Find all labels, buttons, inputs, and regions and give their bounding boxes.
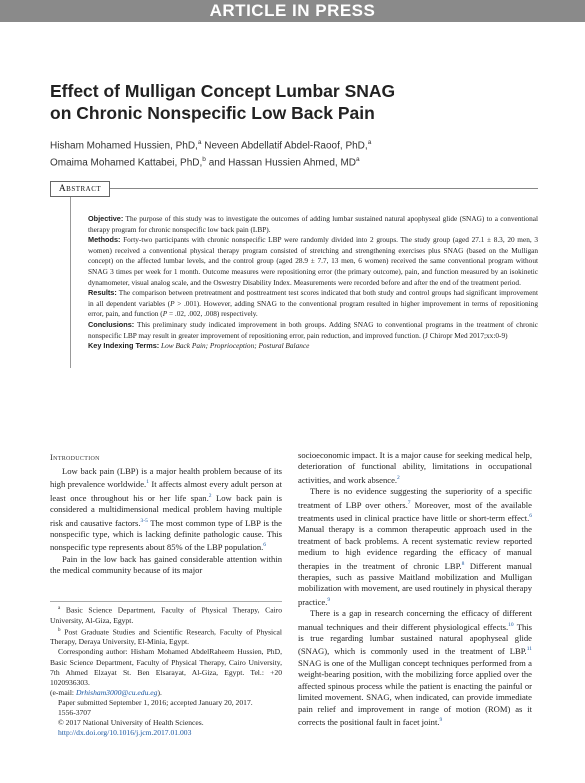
- abstract-label: Abstract: [50, 181, 110, 197]
- text: socioeconomic impact. It is a major cause for seeking medical help, deterioration of functional ability, limitations in occupational activities, and work absence.: [298, 450, 532, 485]
- text: This is true regarding lumbar sustained natural apophyseal glide (SNAG), which is commonly used in the treatment of LBP.: [298, 621, 532, 657]
- p-symbol: P: [170, 298, 175, 308]
- citation-link[interactable]: 3-5: [140, 517, 148, 524]
- text: Post Graduate Studies and Scientific Research, Faculty of Physical Therapy, Deraya University, El-Minia, Egypt.: [50, 627, 282, 647]
- objective-label: Objective:: [88, 214, 124, 223]
- authors-line-1: [50, 136, 520, 153]
- results-text: = .02, .002, .008) respectively.: [167, 309, 258, 319]
- citation-link[interactable]: 2: [208, 492, 212, 499]
- affiliation-marker: a: [197, 139, 202, 146]
- doi-link[interactable]: http://dx.doi.org/10.1016/j.jcm.2017.01.003: [58, 728, 192, 738]
- text: There is a gap in research concerning the efficacy of different manual techniques and their different physiological effects.: [298, 608, 532, 632]
- text: Moreover, most of the available treatments used in clinical practice have little or short-term effect.: [298, 499, 532, 523]
- citation-link[interactable]: 1: [146, 479, 149, 486]
- text: The most common type of LBP is the nonspecific type, which is lacking definite pathologic cause. This nonspecific type represents about 85% of the LBP population.: [50, 517, 282, 553]
- author-name: Neveen Abdellatif Abdel-Raoof, PhD,: [201, 140, 368, 152]
- paragraph: [298, 486, 532, 608]
- citation-link[interactable]: 2: [397, 474, 400, 481]
- affiliation-marker: b: [202, 156, 206, 164]
- citation-link[interactable]: 6: [529, 512, 532, 519]
- issn-line: 1556-3707: [58, 708, 91, 717]
- text: There is no evidence suggesting the superiority of a specific treatment of LBP over others.: [298, 486, 532, 510]
- introduction-heading: Introduction: [50, 452, 100, 462]
- objective-text: The purpose of this study was to investigate the outcomes of adding lumbar sustained natural apophyseal glide (SNAG) to a conventional therapy program for chronic nonspecific low back pain (LBP).: [88, 214, 538, 234]
- results-text: The comparison between pretreatment and posttreatment test scores indicated that both study and control groups had significant improvement in all dependent variables (: [88, 288, 538, 308]
- abstract-rule: [50, 188, 538, 189]
- citation-link[interactable]: 7: [407, 499, 411, 506]
- paragraph: [298, 450, 532, 486]
- methods-text: Forty-two participants with chronic nonspecific LBP were randomly divided into 2 groups. The study group (aged 27.1 ± 8.3, 20 men, 3 women) received a conventional physical therapy program consisted of stretching and strengthening exercises plus SNAG (based on the Mulligan concept) on the affected lumbar levels, and the control group (aged 28.9 ± 7.7, 13 men, 6 women) received the same conventional program without SNAG 3 times per week for 1 month. Outcome measures were repositioning error (the primary outcome), pain, and function measured by an isokinetic dynamometer, visual analog scale, and the Oswestry Disability Index. Measurements were recorded before and after the end of the treatment period.: [88, 235, 538, 287]
- footnote-affiliation-b: [50, 626, 282, 648]
- author-name: Omaima Mohamed Kattabei, PhD,: [50, 157, 203, 169]
- article-title: [50, 80, 520, 124]
- text: It affects almost every adult person at least once throughout his or her life span.: [50, 479, 282, 503]
- p-symbol: P: [162, 309, 168, 319]
- text: SNAG is one of the Mulligan concept techniques performed from a weight-bearing position, with the mobilizing force applied over the affected spinous process while the patient is enacting the painful or limited movement. SNAG, when indicated, can provide immediate pain relief and improvement in range of motion (ROM) as it corrects the positional fault in facet joint.: [298, 657, 532, 727]
- authors-line-2: [50, 153, 520, 170]
- paragraph: Pain in the low back has gained considerable attention within the medical community because of its major: [50, 553, 282, 576]
- abstract-body: [88, 214, 538, 352]
- footnote-affiliation-a: [50, 604, 282, 626]
- citation-link[interactable]: 6: [263, 542, 267, 549]
- abstract-conclusions: [88, 320, 538, 341]
- citation-link[interactable]: 8: [461, 560, 465, 567]
- text: Manual therapy is a common therapeutic approach used in the treatment of back problems. A recent systematic review reported medium to high evidence regarding the efficacy of manual therapies in the treatment of chronic LBP.: [298, 524, 532, 571]
- conclusions-label: Conclusions:: [88, 319, 135, 329]
- results-text: > .001). However, adding SNAG to the conventional program resulted in higher improvement in terms of repositioning error, pain, and function (: [88, 298, 538, 319]
- key-terms-label: Key Indexing Terms:: [88, 341, 160, 351]
- paragraph: [298, 608, 532, 728]
- author-name: Hisham Mohamed Hussien, PhD,: [50, 140, 198, 152]
- dates-line: Paper submitted September 1, 2016; accepted January 20, 2017.: [58, 697, 253, 707]
- key-terms-text: Low Back Pain; Proprioception; Postural Balance: [159, 341, 310, 351]
- affiliation-marker: a: [367, 139, 372, 146]
- article-in-press-banner: ARTICLE IN PRESS: [0, 0, 585, 22]
- methods-label: Methods:: [88, 235, 121, 245]
- abstract-methods: [88, 235, 538, 288]
- affiliation-marker: b: [58, 627, 61, 633]
- footnote-rule: [50, 601, 282, 602]
- email-line: [50, 688, 282, 698]
- corresponding-author: Corresponding author: Hisham Mohamed AbdelRaheem Hussien, PhD, Basic Science Department, Faculty of Physical Therapy, Cairo University, 7th Ahmed Elzayat St. Ben Elsarayat, Al-Giza, Egypt. Tel.: +20 1020936303.: [50, 647, 282, 687]
- text: (e-mail:: [50, 687, 76, 697]
- results-label: Results:: [88, 288, 117, 298]
- right-column: [298, 450, 532, 728]
- text: Basic Science Department, Faculty of Physical Therapy, Cairo University, Al-Giza, Egypt.: [50, 605, 282, 625]
- citation-link[interactable]: 10: [508, 621, 514, 628]
- author-name: and Hassan Hussien Ahmed, MD: [205, 157, 356, 169]
- copyright-line: © 2017 National University of Health Sciences.: [58, 718, 204, 728]
- title-line-1: Effect of Mulligan Concept Lumbar SNAG: [50, 81, 396, 101]
- left-column: [50, 466, 282, 577]
- abstract-side-rule: [70, 196, 71, 368]
- conclusions-text: This preliminary study indicated improvement in both groups. Adding SNAG to conventional programs in the treatment of chronic nonspecific LBP may result in greater improvement of repositioning error, pain reduction, and improved function. (J Chiropr Med 2017;xx:0-9): [88, 319, 538, 340]
- text: Low back pain (LBP) is a major health problem because of its high prevalence worldwide.: [50, 466, 282, 490]
- footnotes: [50, 604, 282, 738]
- text: ).: [157, 687, 162, 697]
- abstract-results: [88, 288, 538, 320]
- email-link[interactable]: Drhisham3000@cu.edu.eg: [75, 687, 158, 697]
- affiliation-marker: a: [58, 606, 61, 611]
- author-list: [50, 136, 520, 171]
- text: Low back pain is considered a multidimensional medical problem having multiple risk and causative factors.: [50, 492, 282, 528]
- affiliation-marker: a: [356, 156, 360, 164]
- citation-link[interactable]: 9: [327, 596, 331, 603]
- text: Different manual therapies, such as passive Maitland mobilization and Mulligan mobilization with movement, are used routinely in physical therapy practice.: [298, 560, 532, 607]
- abstract-objective: [88, 214, 538, 235]
- title-line-2: on Chronic Nonspecific Low Back Pain: [50, 103, 375, 123]
- abstract-key-terms: [88, 341, 538, 352]
- citation-link[interactable]: 11: [526, 646, 532, 653]
- paragraph: [50, 466, 282, 554]
- citation-link[interactable]: 9: [439, 716, 443, 723]
